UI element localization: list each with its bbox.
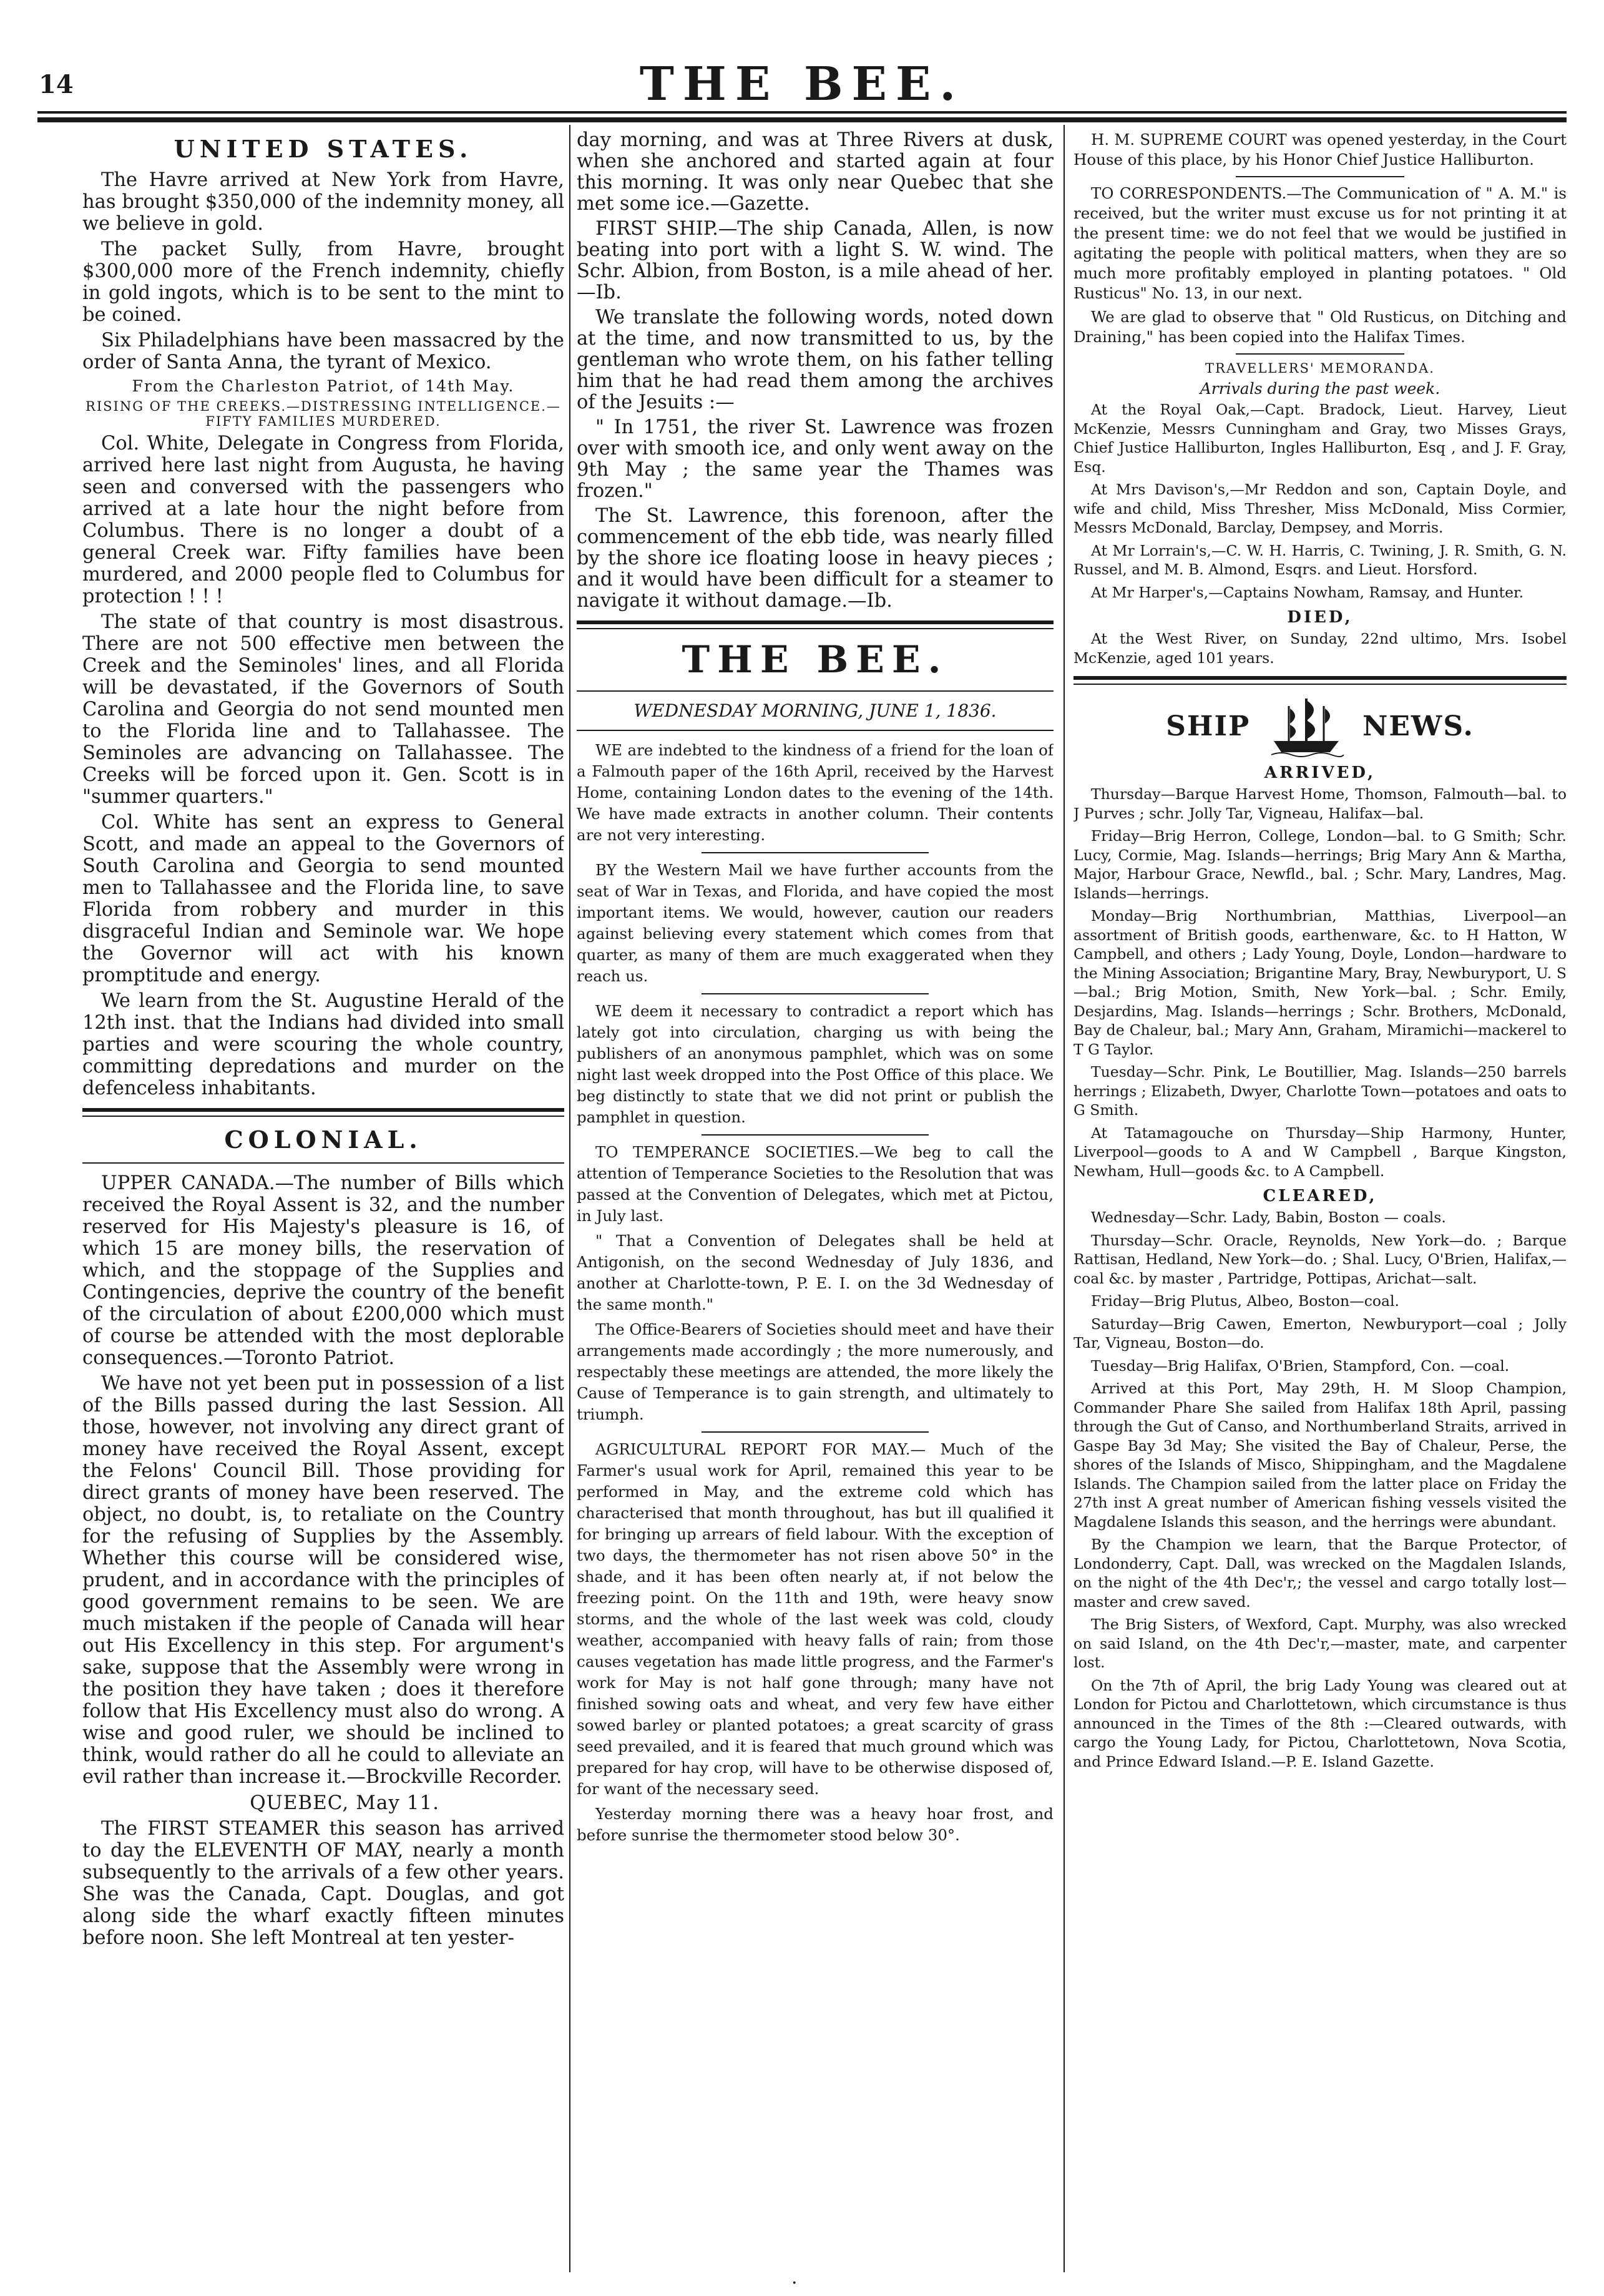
rule: [702, 1134, 929, 1136]
masthead-rule-bottom: [37, 117, 1567, 122]
paragraph: We have not yet been put in possession of a list of the Bills passed during the last Session. All those, however, not involving any direct grant of money have received the Royal Assent, except the Felons' Council Bill. Those providing for direct grants of money have been reserved. The object, no doubt, is, to retaliate on the Country for the refusing of Supplies by the Assembly. Whether this course will be considered wise, prudent, and in accordance with the principles of good government remains to be seen. We are much mistaken if the people of Canada will hear out His Excellency in this step. For argument's sake, suppose that the Assembly were wrong in the position they have taken ; does it therefore follow that His Excellency must also do wrong. A wise and good ruler, we should be inclined to think, would rather do all he could to alleviate an evil rather than increase it.—Brockville Recorder.: [82, 1373, 564, 1788]
paragraph: BY the Western Mail we have further accounts from the seat of War in Texas, and Florida, and have copied the most important items. We would, however, caution our readers against believing every statement which comes from that quarter, as many of them are much exaggerated when they reach us.: [577, 861, 1054, 985]
paragraph: " In 1751, the river St. Lawrence was frozen over with smooth ice, and only went away on the 9th May ; the same year the Thames was frozen.": [577, 416, 1054, 502]
paragraph: TO CORRESPONDENTS.—The Communication of " A. M." is received, but the writer must excuse us for not printing it at the present time: we do not feel that we would be justified in agitating the people with political matters, when they are so much more profitably employed in planting potatoes. " Old Rusticus" No. 13, in our next.: [1073, 184, 1567, 302]
section-divider: [1073, 676, 1567, 685]
section-heading-colonial: COLONIAL.: [224, 1126, 423, 1154]
paragraph: H. M. SUPREME COURT was opened yesterday, in the Court House of this place, by his Honor Chief Justice Halliburton.: [1073, 130, 1567, 169]
paragraph: By the Champion we learn, that the Barque Protector, of Londonderry, Capt. Dall, was wrecked on the Magdalen Islands, on the night of the 4th Dec'r,; the vessel and cargo totally lost—master and crew saved.: [1073, 1536, 1567, 1611]
paragraph: We are glad to observe that " Old Rusticus, on Ditching and Draining," has been copied into the Halifax Times.: [1073, 308, 1567, 346]
paragraph: The St. Lawrence, this forenoon, after the commencement of the ebb tide, was nearly filled by the shore ice floating loose in heavy pieces ; and it would have been difficult for a steamer to navigate it without damage.—Ib.: [577, 505, 1054, 612]
paragraph: Col. White, Delegate in Congress from Florida, arrived here last night from Augusta, he having seen and conversed with the passengers who arrived at a late hour the night before from Columbus. There is no longer a doubt of a general Creek war. Fifty families have been murdered, and 2000 people fled to Columbus for protection ! ! !: [82, 433, 564, 607]
paragraph: Thursday—Barque Harvest Home, Thomson, Falmouth—bal. to J Purves ; schr. Jolly Tar, Vigneau, Halifax—bal.: [1073, 785, 1567, 822]
section-heading-united-states: UNITED STATES.: [174, 135, 473, 163]
section-divider: [82, 1108, 564, 1117]
paragraph: At Mr Lorrain's,—C. W. H. Harris, C. Twining, J. R. Smith, G. N. Russel, and M. B. Almond, Esqrs. and Lieut. Horsford.: [1073, 541, 1567, 578]
paragraph: WE are indebted to the kindness of a friend for the loan of a Falmouth paper of the 16th April, received by the Harvest Home, containing London dates to the evening of the 14th. We have made extracts in another column. Their contents are not very interesting.: [577, 741, 1054, 844]
paragraph: At the West River, on Sunday, 22nd ultimo, Mrs. Isobel McKenzie, aged 101 years.: [1073, 630, 1567, 667]
dateline-quebec: QUEBEC, May 11.: [250, 1792, 439, 1814]
source-line: From the Charleston Patriot, of 14th May.: [132, 377, 515, 395]
paragraph: At Mr Harper's,—Captains Nowham, Ramsay, and Hunter.: [1091, 583, 1524, 601]
rule: [1236, 176, 1404, 177]
editorial-title: THE BEE.: [682, 638, 949, 682]
paragraph: Friday—Brig Herron, College, London—bal. to G Smith; Schr. Lucy, Cormie, Mag. Islands—herrings; Brig Mary Ann & Martha, Major, Harbour Grace, Newfld., bal. ; Schr. Mary, Landres, Mag. Islands—herrings.: [1073, 827, 1567, 902]
rule: [577, 690, 1054, 692]
column-2: [577, 130, 1054, 2277]
arrived-heading: ARRIVED,: [1264, 763, 1376, 782]
masthead-rule-top: [37, 111, 1567, 114]
paragraph: Monday—Brig Northumbrian, Matthias, Liverpool—an assortment of British goods, earthenware, &c. to H Hatton, W Campbell, and others ; Lady Young, Doyle, London—hardware to the Mining Association; Brigantine Mary, Bray, Newburyport, U. S—bal.; Brig Motion, Smith, New York—bal. ; Schr. Emily, Desjardins, Mag. Islands—herrings ; Schr. Brothers, McDonald, Bay de Chaleur, bal.; Mary Ann, Graham, Miramichi—mackerel to T G Taylor.: [1073, 907, 1567, 1058]
paragraph: Friday—Brig Plutus, Albeo, Boston—coal.: [1091, 1292, 1399, 1310]
paragraph: Thursday—Schr. Oracle, Reynolds, New York—do. ; Barque Rattisan, Hedland, New York—do. ; Shal. Lucy, O'Brien, Halifax,—coal &c. by master , Partridge, Pottipas, Arichat—salt.: [1073, 1231, 1567, 1287]
column-1: [82, 130, 564, 2277]
cleared-heading: CLEARED,: [1263, 1187, 1377, 1205]
paragraph: Arrived at this Port, May 29th, H. M Sloop Champion, Commander Phare She sailed from Halifax 18th April, passing through the Gut of Canso, and Northumberland Straits, arrived in Gaspe Bay 3d May; She visited the Bay of Chaleur, Perse, the shores of the Islands of Misco, Shippingham, and the Magdalene Islands. The Champion sailed from the latter place on Friday the 27th inst A great number of American fishing vessels visited the Magdalene Islands this season, and the herrings were abundant.: [1073, 1380, 1567, 1531]
paragraph: Saturday—Brig Cawen, Emerton, Newburyport—coal ; Jolly Tar, Vigneau, Boston—do.: [1073, 1315, 1567, 1352]
paragraph: TO TEMPERANCE SOCIETIES.—We beg to call the attention of Temperance Societies to the Resolution that was passed at the Convention of Delegates, which met at Pictou, in July last.: [577, 1143, 1054, 1225]
memoranda-heading: TRAVELLERS' MEMORANDA.: [1205, 361, 1435, 376]
column-rule-2: [1064, 125, 1065, 2272]
rule: [577, 730, 1054, 731]
rule: [1236, 353, 1404, 355]
ship-icon: [1269, 695, 1344, 757]
paragraph: At Tatamagouche on Thursday—Ship Harmony, Hunter, Liverpool—goods to A and W Campbell , Barque Kingston, Newham, Hull—goods &c. to A Campbell.: [1073, 1124, 1567, 1180]
editorial-dateline: WEDNESDAY MORNING, JUNE 1, 1836.: [633, 700, 997, 721]
paragraph: FIRST SHIP.—The ship Canada, Allen, is now beating into port with a light S. W. wind. The Schr. Albion, from Boston, is a mile ahead of her.—Ib.: [577, 218, 1054, 303]
rule: [702, 1431, 929, 1433]
paragraph: UPPER CANADA.—The number of Bills which received the Royal Assent is 32, and the number reserved for His Majesty's pleasure is 16, of which 15 are money bills, the reservation of which, and the stoppage of the Supplies and Contingencies, deprive the country of the benefit of the circulation of about £200,000 which must of course be attended with the most deplorable consequences.—Toronto Patriot.: [82, 1172, 564, 1369]
died-heading: DIED,: [1287, 608, 1353, 627]
section-divider: [577, 621, 1054, 629]
article-heading-creeks: RISING OF THE CREEKS.—DISTRESSING INTELLIGENCE.—FIFTY FAMILIES MURDERED.: [86, 399, 561, 429]
ship-news-left: SHIP: [1166, 710, 1251, 742]
paragraph: We translate the following words, noted down at the time, and now transmitted to us, by the gentleman who wrote them, on his father telling him that he had read them among the archives of the Jesuits :—: [577, 307, 1054, 413]
rule: [702, 852, 929, 853]
paragraph: The FIRST STEAMER this season has arrived to day the ELEVENTH OF MAY, nearly a month subsequently to the arrivals of a few other years. She was the Canada, Capt. Douglas, and got along side the wharf exactly fifteen minutes before noon. She left Montreal at ten yester-: [82, 1818, 564, 1949]
paragraph: Tuesday—Schr. Pink, Le Boutillier, Mag. Islands—250 barrels herrings ; Elizabeth, Dwyer, Charlotte Town—potatoes and oats to G Smith.: [1073, 1063, 1567, 1119]
masthead: THE BEE.: [639, 57, 965, 111]
paragraph: The state of that country is most disastrous. There are not 500 effective men between the Creek and the Seminoles' lines, and all Florida will be devastated, if the Governors of South Carolina and Georgia do not send mounted men to the Florida line and to Tallahassee. The Seminoles are advancing on Tallahassee. The Creeks will be forced upon it. Gen. Scott is in "summer quarters.": [82, 611, 564, 808]
bottom-mark: ·: [791, 2272, 798, 2294]
paragraph: Col. White has sent an express to General Scott, and made an appeal to the Governors of South Carolina and Georgia to send mounted men to Tallahassee and the Florida line, to save Florida from robbery and murder in this disgraceful Indian and Seminole war. We hope the Governor will act with his known promptitude and energy.: [82, 812, 564, 986]
paragraph: The Havre arrived at New York from Havre, has brought $350,000 of the indemnity money, all we believe in gold.: [82, 169, 564, 235]
memoranda-subheading: Arrivals during the past week.: [1200, 380, 1440, 398]
paragraph: Yesterday morning there was a heavy hoar frost, and before sunrise the thermometer stood below 30°.: [577, 1805, 1054, 1844]
paragraph: We learn from the St. Augustine Herald of the 12th inst. that the Indians had divided into small parties and were scouring the whole country, committing depredations and murder on the defenceless inhabitants.: [82, 990, 564, 1099]
paragraph: Six Philadelphians have been massacred by the order of Santa Anna, the tyrant of Mexico.: [82, 330, 564, 373]
paragraph: The Brig Sisters, of Wexford, Capt. Murphy, was also wrecked on said Island, on the 4th Dec'r,—master, mate, and carpenter lost.: [1073, 1616, 1567, 1671]
paragraph: At the Royal Oak,—Capt. Bradock, Lieut. Harvey, Lieut McKenzie, Messrs Cunningham and Gray, two Misses Grays, Chief Justice Halliburton, Ingles Halliburton, Esq , and J. F. Gray, Esq.: [1073, 401, 1567, 476]
ship-news-heading: [1073, 695, 1567, 757]
paragraph: day morning, and was at Three Rivers at dusk, when she anchored and started again at four this morning. It was only near Quebec that she met some ice.—Gazette.: [577, 130, 1054, 215]
paragraph: Tuesday—Brig Halifax, O'Brien, Stampford, Con. —coal.: [1091, 1357, 1510, 1375]
paragraph: At Mrs Davison's,—Mr Reddon and son, Captain Doyle, and wife and child, Miss Thresher, Miss McDonald, Miss Cormier, Messrs McDonald, Barclay, Dempsey, and Morris.: [1073, 481, 1567, 536]
paragraph: AGRICULTURAL REPORT FOR MAY.— Much of the Farmer's usual work for April, remained this year to be performed in May, and the extreme cold which has characterised that month throughout, has but ill qualified it for bringing up arrears of field labour. With the exception of two days, the thermometer has not risen above 50° in the shade, and it has been often nearly at, if not below the freezing point. On the 11th and 19th, were heavy snow storms, and the whole of the last week was cold, cloudy weather, accompanied with heavy falls of rain; from those causes vegetation has made little progress, and the Farmer's work for May is not half gone through; many have not finished sowing oats and wheat, and very few have either sowed barley or planted potatoes; a great scarcity of grass seed prevailed, and it is feared that much ground which was prepared for hay crop, will have to be otherwise disposed of, for want of the necessary seed.: [577, 1440, 1054, 1798]
rule: [82, 1162, 564, 1164]
paragraph: On the 7th of April, the brig Lady Young was cleared out at London for Pictou and Charlottetown, which circumstance is thus announced in the Times of the 8th :—Cleared outwards, with cargo the Young Lady, for Pictou, Charlottetown, Nova Scotia, and Prince Edward Island.—P. E. Island Gazette.: [1073, 1676, 1567, 1770]
paragraph: The packet Sully, from Havre, brought $300,000 more of the French indemnity, chiefly in gold ingots, which is to be sent to the mint to be coined.: [82, 238, 564, 326]
paragraph: The Office-Bearers of Societies should meet and have their arrangements made accordingly ; the more numerously, and respectably these meetings are attended, the more likely the Cause of Temperance is to gain strength, and ultimately to triumph.: [577, 1320, 1054, 1423]
paragraph: " That a Convention of Delegates shall be held at Antigonish, on the second Wednesday of July 1836, and another at Charlotte-town, P. E. I. on the 3d Wednesday of the same month.": [577, 1232, 1054, 1313]
paragraph: Wednesday—Schr. Lady, Babin, Boston — coals.: [1091, 1209, 1446, 1226]
paragraph: WE deem it necessary to contradict a report which has lately got into circulation, charging us with being the publishers of an anonymous pamphlet, which was on some night last week dropped into the Post Office of this place. We beg distinctly to state that we did not print or publish the pamphlet in question.: [577, 1002, 1054, 1126]
column-rule-1: [569, 125, 570, 2272]
column-3: [1073, 130, 1567, 2277]
page-number: 14: [39, 70, 74, 99]
rule: [702, 993, 929, 994]
ship-news-right: NEWS.: [1362, 710, 1474, 742]
